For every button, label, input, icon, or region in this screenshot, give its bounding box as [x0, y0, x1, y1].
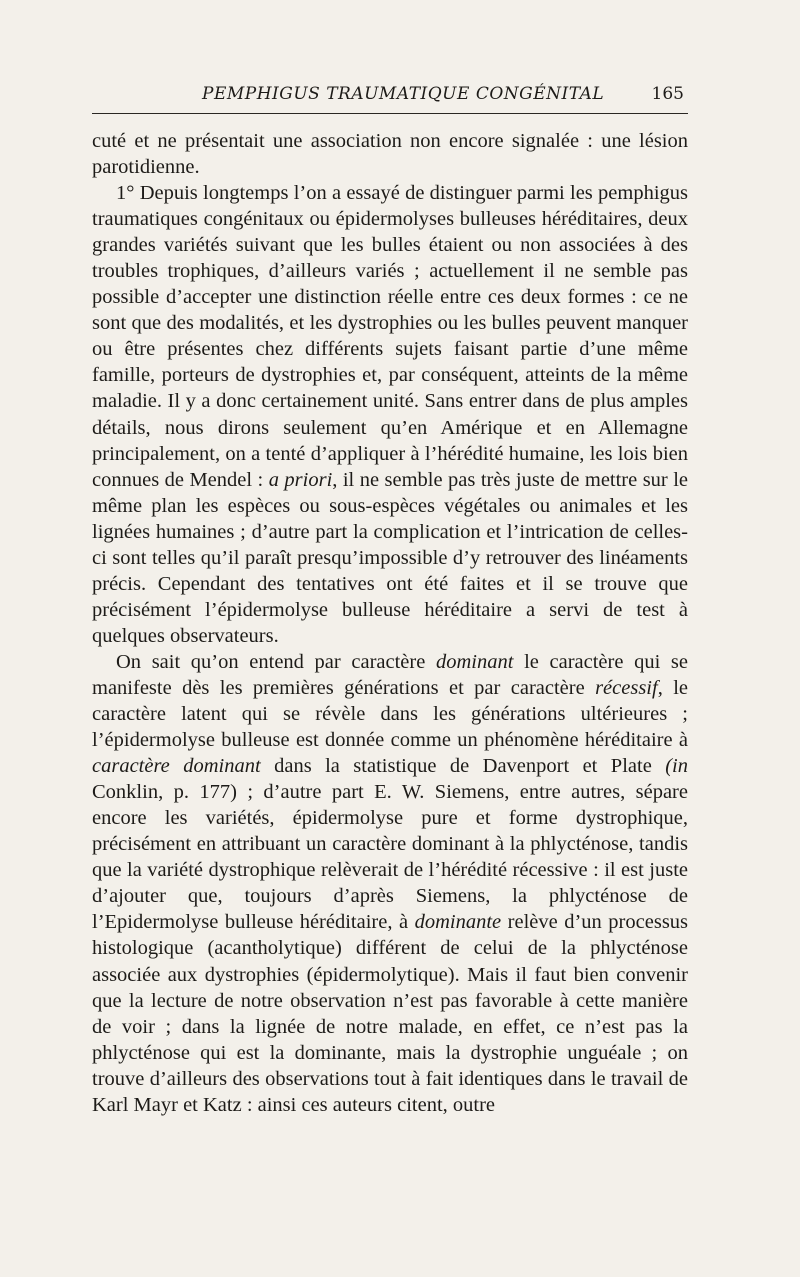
- body-text: [92, 128, 688, 1118]
- emphasis-recessif: récessif: [595, 676, 658, 699]
- emphasis-in: (in: [665, 755, 689, 778]
- paragraph-heredity: 1° Depuis longtemps l’on a essayé de distinguer parmi les pemphigus traumatiques congénitaux ou épidermolyses bulleuses héréditaires, deux grandes variétés suivant que les bulles étaient ou non associées à des troubles trophiques, d’ailleurs variés ; actuellement il ne semble pas possible d’accepter une distinction réelle entre ces deux formes : ce ne sont que des modalités, et les dystrophies ou les bulles peuvent manquer ou être présentes chez différents sujets faisant partie d’une même famille, porteurs de dystrophies et, par conséquent, atteints de la même maladie. Il y a donc certainement unité. Sans entrer dans de plus amples détails, nous dirons seulement qu’en Amérique et en Allemagne principalement, on a tenté d’appliquer à l’hérédité humaine, les lois bien connues de Mendel : a priori, il ne semble pas très juste de mettre sur le même plan les espèces ou sous-espèces végétales ou animales et les lignées humaines ; d’autre part la complication et l’intrication de celles-ci sont telles qu’il paraît presqu’impossible d’y retrouver des linéaments précis. Cependant des tentatives ont été faites et il se trouve que précisément l’épidermolyse bulleuse héréditaire a servi de test à quelques observateurs.: [92, 182, 689, 647]
- header-rule: [92, 113, 688, 114]
- emphasis-dominante: dominante: [414, 911, 502, 934]
- paragraph-dominant-recessive: On sait qu’on entend par caractère dominant le caractère qui se manifeste dès les premières générations et par caractère récessif, le caractère latent qui se révèle dans les générations ultérieures ; l’épidermolyse bulleuse est donnée comme un phénomène héréditaire à caractère dominant dans la statistique de Davenport et Plate (in Conklin, p. 177) ; d’autre part E. W. Siemens, entre autres, sépare encore les variétés, épidermolyse pure et forme dystrophique, précisément en attribuant un caractère dominant à la phlycténose, tandis que la variété dystrophique relèverait de l’hérédité récessive : il est juste d’ajouter que, toujours d’après Siemens, la phlycténose de l’Epidermolyse bulleuse héréditaire, à dominante relève d’un processus histologique (acantholytique) différent de celui de la phlycténose associée aux dystrophies (épidermolytique). Mais il faut bien convenir que la lecture de notre observation n’est pas favorable à cette manière de voir ; dans la lignée de notre malade, en effet, ce n’est pas la phlycténose qui est la dominante, mais la dystrophie unguéale ; on trouve d’ailleurs des observations tout à fait identiques dans le travail de Karl Mayr et Katz : ainsi ces auteurs citent, outre: [92, 650, 689, 1116]
- emphasis-a-priori: a priori: [268, 468, 333, 491]
- emphasis-caractere-dominant: caractère dominant: [92, 755, 261, 778]
- page-header: [92, 80, 688, 110]
- page-number: 165: [651, 84, 684, 104]
- emphasis-dominant: dominant: [435, 650, 514, 673]
- running-title: PEMPHIGUS TRAUMATIQUE CONGÉNITAL: [202, 84, 605, 104]
- paragraph-continued: cuté et ne présentait une association non encore signalée : une lésion parotidienne.: [92, 130, 688, 179]
